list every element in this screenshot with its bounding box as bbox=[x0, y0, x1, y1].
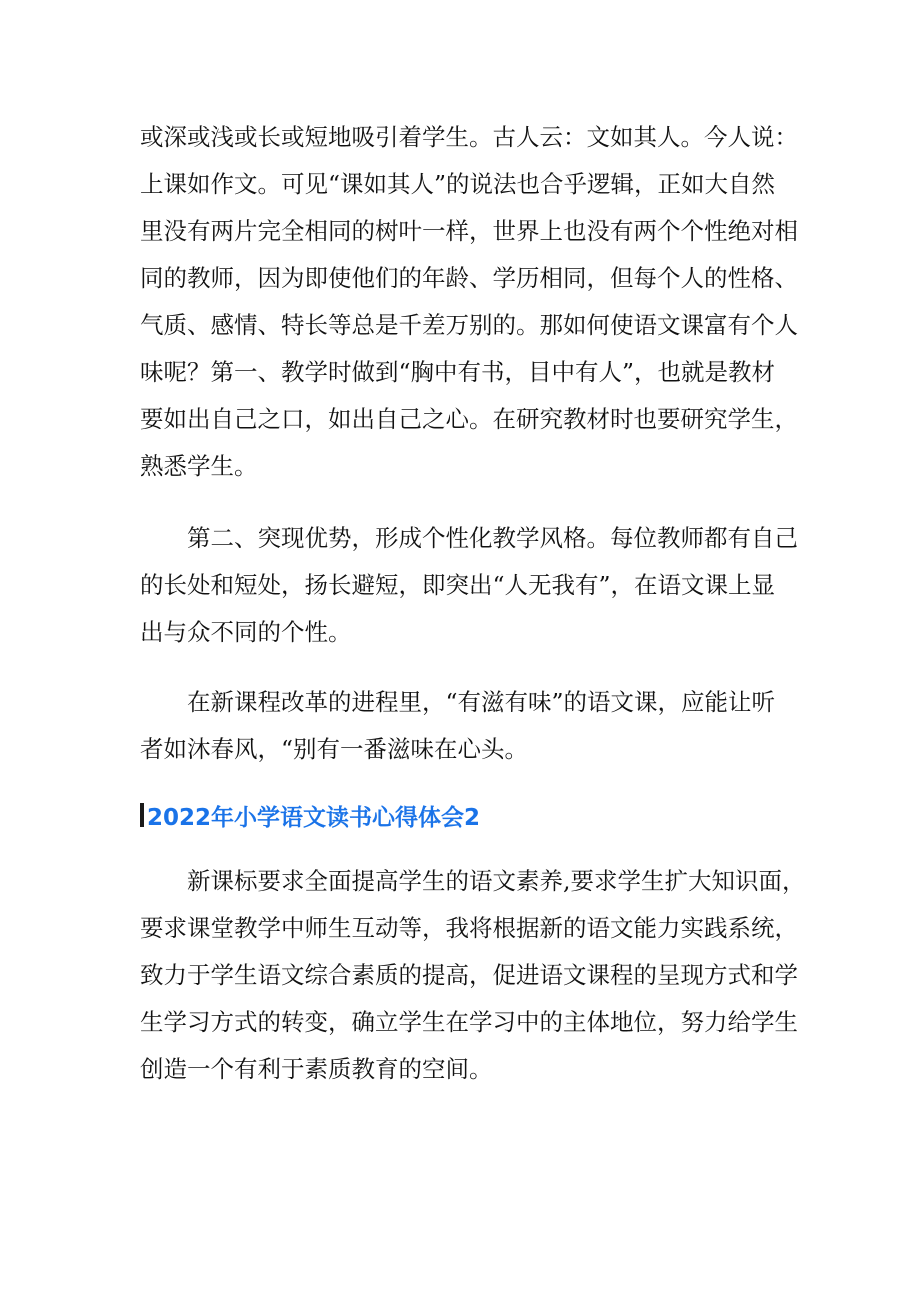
paragraph-line: 的长处和短处，扬长避短，即突出“人无我有”，在语文课上显 bbox=[140, 571, 776, 599]
paragraph-line: 者如沐春风，“别有一番滋味在心头。 bbox=[140, 735, 529, 763]
section-heading bbox=[140, 797, 480, 833]
paragraph-1 bbox=[140, 114, 798, 490]
paragraph-line: 第二、突现优势，形成个性化教学风格。每位教师都有自己 bbox=[187, 524, 798, 552]
paragraph-line: 生学习方式的转变，确立学生在学习中的主体地位，努力给学生 bbox=[140, 1008, 798, 1036]
paragraph-4 bbox=[140, 858, 806, 1093]
paragraph-line: 同的教师，因为即使他们的年龄、学历相同，但每个人的性格、 bbox=[140, 264, 798, 292]
paragraph-line: 味呢？第一、教学时做到“胸中有书，目中有人”，也就是教材 bbox=[140, 358, 776, 386]
paragraph-line: 在新课程改革的进程里，“有滋有味”的语文课，应能让听 bbox=[187, 688, 776, 716]
paragraph-3 bbox=[140, 679, 785, 773]
paragraph-line: 上课如作文。可见“课如其人”的说法也合乎逻辑，正如大自然 bbox=[140, 170, 776, 198]
paragraph-line: 里没有两片完全相同的树叶一样，世界上也没有两个个性绝对相 bbox=[140, 217, 798, 245]
paragraph-line: 创造一个有利于素质教育的空间。 bbox=[140, 1055, 493, 1083]
paragraph-line: 要如出自己之口，如出自己之心。在研究教材时也要研究学生， bbox=[140, 405, 798, 433]
paragraph-2 bbox=[140, 515, 798, 656]
heading-marker-bar bbox=[140, 803, 144, 827]
section-heading-text: 2022年小学语文读书心得体会2 bbox=[147, 804, 481, 831]
paragraph-line: 气质、感情、特长等总是千差万别的。那如何使语文课富有个人 bbox=[140, 311, 798, 339]
paragraph-line: 新课标要求全面提高学生的语文素养,要求学生扩大知识面， bbox=[187, 867, 806, 895]
paragraph-line: 出与众不同的个性。 bbox=[140, 618, 352, 646]
paragraph-line: 致力于学生语文综合素质的提高，促进语文课程的呈现方式和学 bbox=[140, 961, 798, 989]
paragraph-line: 或深或浅或长或短地吸引着学生。古人云：文如其人。今人说： bbox=[140, 123, 798, 151]
paragraph-line: 要求课堂教学中师生互动等，我将根据新的语文能力实践系统， bbox=[140, 914, 798, 942]
paragraph-line: 熟悉学生。 bbox=[140, 452, 258, 480]
